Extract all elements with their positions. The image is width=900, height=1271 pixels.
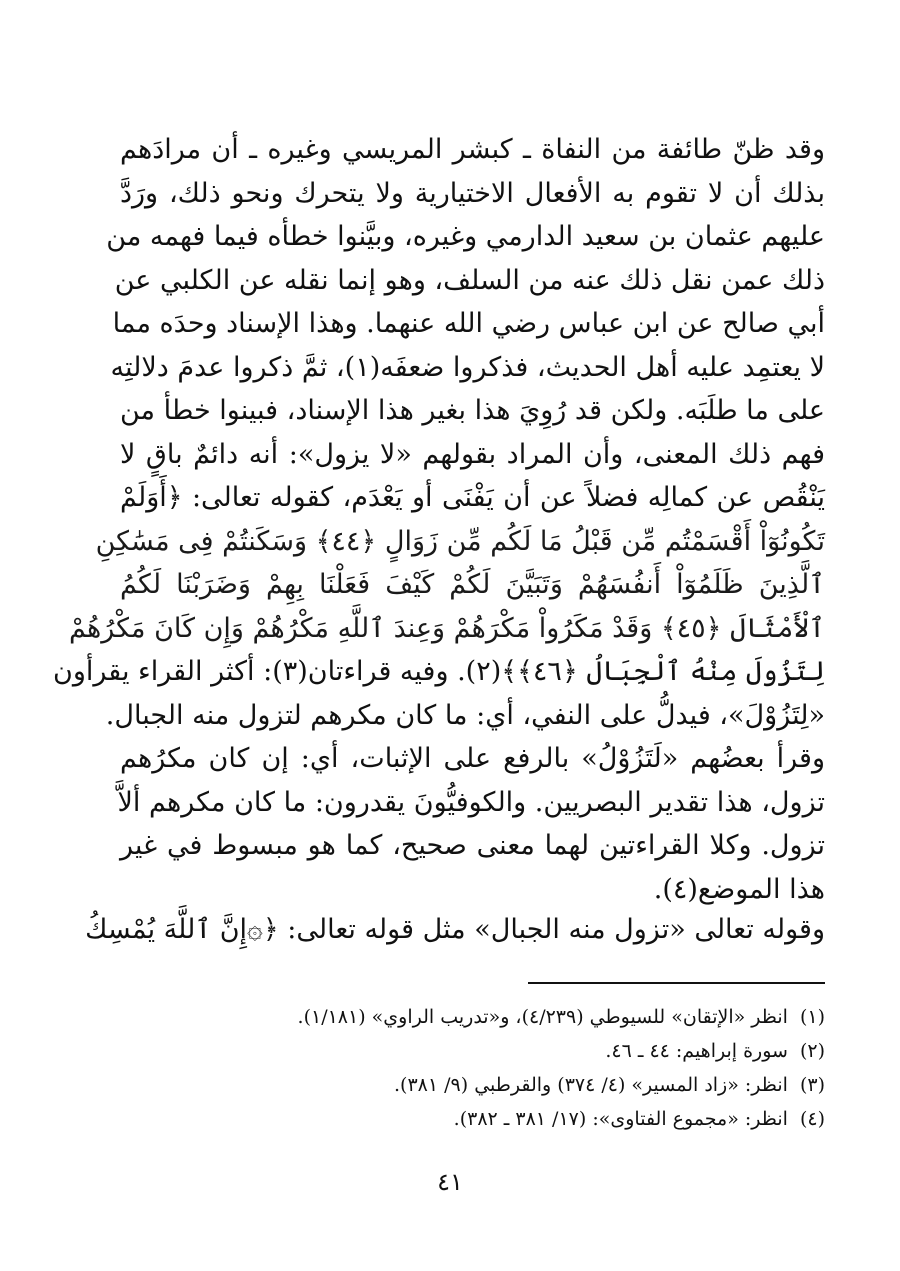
body-line: وقد ظنّ طائفة من النفاة ـ كبشر المريسي وغيره ـ أن مرادَهم: [120, 134, 825, 165]
footnote: [120, 1000, 825, 1034]
footnote: [120, 1102, 825, 1136]
body-line: على ما طلَبَه. ولكن قد رُوِيَ هذا بغير هذا الإسناد، فبينوا خطأ من: [120, 395, 825, 426]
footnotes: [120, 1000, 825, 1136]
footnote-text: انظر «الإتقان» للسيوطي (٤/٢٣٩)، و«تدريب الراوي» (١/١٨١).: [297, 1006, 788, 1028]
body-line: لا يعتمِد عليه أهل الحديث، فذكروا ضعفَه(١)، ثمَّ ذكروا عدمَ دلالتِه: [110, 351, 825, 383]
footnote: [120, 1034, 825, 1068]
body-line: عليهم عثمان بن سعيد الدارمي وغيره، وبيَّنوا خطأه فيما فهمه من: [106, 221, 825, 252]
body-line: يَنْقُص عن كمالِه فضلاً عن أن يَفْنَى أو يَعْدَم، كقوله تعالى: ﴿أَوَلَمْ: [120, 482, 825, 513]
continuation-line: وقوله تعالى «تزول منه الجبال» مثل قوله تعالى: ﴿۞إِنَّ ٱللَّهَ يُمْسِكُ: [85, 914, 825, 945]
footnote-text: انظر: «مجموع الفتاوى»: (١٧/ ٣٨١ ـ ٣٨٢).: [453, 1108, 788, 1130]
footnote-text: سورة إبراهيم: ٤٤ ـ ٤٦.: [605, 1040, 788, 1062]
body-line: لِتَزُولَ مِنْهُ ٱلْجِبَالُ ﴿٤٦﴾﴾(٢). وفيه قراءتان(٣): أكثر القراء يقرأون: [53, 656, 825, 687]
quran-verse-line: تَكُونُوٓاْ أَقْسَمْتُم مِّن قَبْلُ مَا لَكُم مِّن زَوَالٍ ﴿٤٤﴾ وَسَكَنتُمْ فِى مَسَٰكِنِ: [95, 525, 825, 557]
footnote-text: انظر: «زاد المسير» (٤/ ٣٧٤) والقرطبي (٩/ ٣٨١).: [394, 1074, 788, 1096]
body-text: [53, 128, 825, 911]
page-number: ٤١: [437, 1168, 463, 1196]
footnote-number: (٤): [799, 1108, 825, 1130]
footnote: [120, 1068, 825, 1102]
footnote-number: (٣): [799, 1074, 825, 1096]
footnote-number: (١): [799, 1006, 825, 1028]
body-line: هذا الموضع(٤).: [653, 873, 825, 905]
body-line: تزول. وكلا القراءتين لهما معنى صحيح، كما هو مبسوط في غير: [120, 830, 825, 861]
quran-verse-line: ٱلْأَمْثَالَ ﴿٤٥﴾ وَقَدْ مَكَرُواْ مَكْرَهُمْ وَعِندَ ٱللَّهِ مَكْرُهُمْ وَإِن كَانَ مَكْرُهُمْ: [69, 612, 825, 644]
continuation-paragraph: [85, 908, 825, 952]
body-line: بذلك أن لا تقوم به الأفعال الاختيارية ولا يتحرك ونحو ذلك، ورَدَّ: [120, 177, 825, 209]
body-line: تزول، هذا تقدير البصريين. والكوفيُّونَ يقدرون: ما كان مكرهم ألاَّ: [117, 786, 825, 818]
body-line: «لِتَزُوْلَ»، فيدلُّ على النفي، أي: ما كان مكرهم لتزول منه الجبال.: [105, 699, 825, 731]
body-line: أبي صالح عن ابن عباس رضي الله عنهما. وهذا الإسناد وحدَه مما: [112, 308, 825, 339]
footnote-number: (٢): [799, 1040, 825, 1062]
body-line: ذلك عمن نقل ذلك عنه من السلف، وهو إنما نقله عن الكلبي عن: [114, 264, 825, 296]
body-line: فهم ذلك المعنى، وأن المراد بقولهم «لا يزول»: أنه دائمٌ باقٍ لا: [120, 438, 825, 470]
body-line: وقرأ بعضُهم «لَتَزُوْلُ» بالرفع على الإثبات، أي: إن كان مكرُهم: [120, 743, 825, 774]
quran-verse-line: ٱلَّذِينَ ظَلَمُوٓاْ أَنفُسَهُمْ وَتَبَيَّنَ لَكُمْ كَيْفَ فَعَلْنَا بِهِمْ وَضَرَبْنَا لَكُمُ: [120, 569, 825, 600]
footnote-separator: [528, 982, 825, 984]
